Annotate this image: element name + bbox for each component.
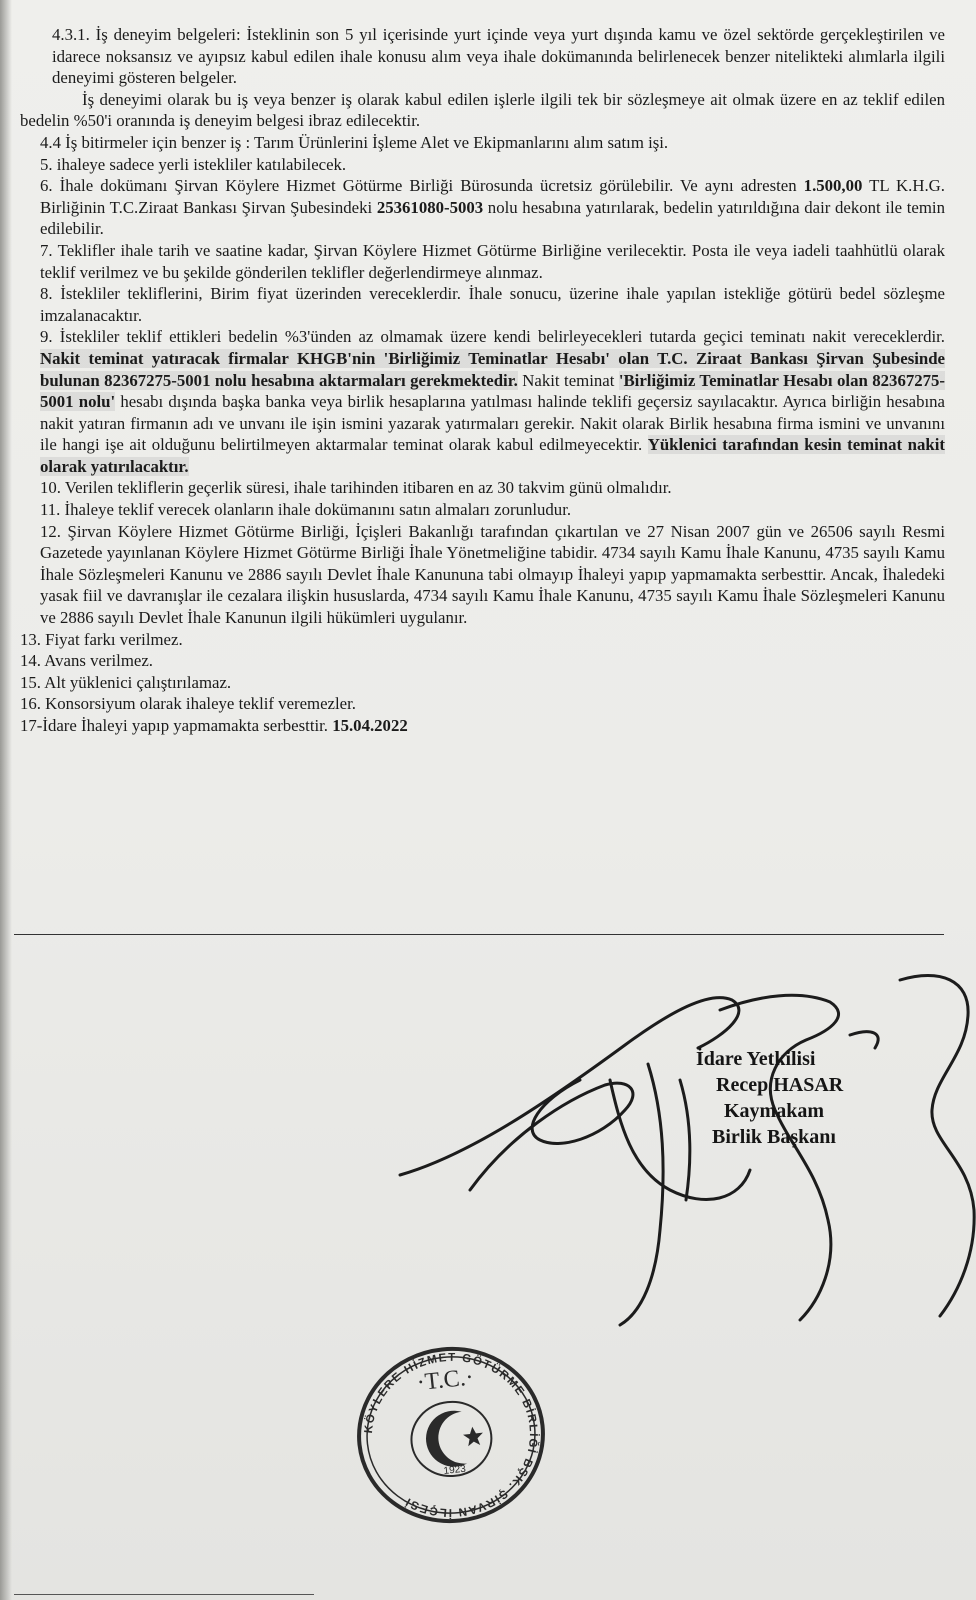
clause-bold-text: 'Birliğimiz Teminatlar Hesabı olan 82367275-5001 nolu' xyxy=(40,370,945,412)
official-stamp xyxy=(352,1343,550,1527)
clause-4-4 xyxy=(20,132,945,154)
document-body xyxy=(20,24,945,737)
signatory-title: İdare Yetkilisi xyxy=(696,1048,816,1070)
clause-text: 15. Alt yüklenici çalıştırılamaz. xyxy=(20,672,232,692)
stamp-top-text: T.C. xyxy=(423,1365,467,1396)
clause-11 xyxy=(20,499,945,521)
clause-text: 8. İstekliler tekliflerini, Birim fiyat üzerinden vereceklerdir. İhale sonucu, üzerine ihale yapılan istekliğe götürü bedel sözleşme imzalanacaktır. xyxy=(40,284,945,325)
clause-14 xyxy=(20,650,945,672)
clause-bold-text: Yüklenici tarafından kesin teminat nakit olarak yatırılacaktır. xyxy=(40,435,945,476)
svg-text:·T.C.·: ·T.C.· xyxy=(415,1364,475,1397)
clause-4-3-1-detail xyxy=(20,89,945,132)
clause-4-3-1 xyxy=(20,24,945,89)
clause-12 xyxy=(20,521,945,629)
clause-15 xyxy=(20,672,945,694)
clause-7 xyxy=(20,240,945,283)
clause-text: 11. İhaleye teklif verecek olanların ihale dokümanını satın almaları zorunludur. xyxy=(40,500,572,520)
signatory-role: Kaymakam xyxy=(724,1100,824,1122)
handwritten-signature xyxy=(380,960,976,1340)
clause-13 xyxy=(20,629,945,651)
stamp-year: 1923 xyxy=(443,1463,467,1477)
clause-text: nolu hesabına yatırılarak, bedelin yatırıldığına dair dekont ile temin edilebilir. xyxy=(40,197,945,239)
signature-block xyxy=(678,1046,898,1150)
clause-text: 13. Fiyat farkı verilmez. xyxy=(20,629,183,649)
clause-text: 16. Konsorsiyum olarak ihaleye teklif veremezler. xyxy=(20,694,356,714)
clause-text: 7. Teklifler ihale tarih ve saatine kadar, Şirvan Köylere Hizmet Götürme Birliğine verilecektir. Posta ile veya iadeli taahhütlü olarak teklif verilmez ve bu şekilde gönderilen teklifler değerlendirmeye alınmaz. xyxy=(40,240,945,282)
clause-text: 17-İdare İhaleyi yapıp yapmamakta serbesttir. xyxy=(20,716,333,735)
clause-17 xyxy=(20,715,945,737)
clause-8 xyxy=(20,283,945,326)
fee-amount: 1.500,00 xyxy=(803,176,863,196)
signatory-name: Recep HASAR xyxy=(716,1074,844,1096)
clause-text: 4.4 İş bitirmeler için benzer iş : Tarım Ürünlerini İşleme Alet ve Ekipmanlarını alım satım işi. xyxy=(40,132,669,152)
clause-16 xyxy=(20,693,945,715)
clause-text: Nakit teminat xyxy=(517,370,619,390)
clause-text: 14. Avans verilmez. xyxy=(20,651,153,671)
clause-text: 9. İstekliler teklif ettikleri bedelin %3'ünden az olmamak üzere kendi belirleyecekleri tutarda geçici teminatı nakit vereceklerdir. xyxy=(40,327,945,347)
clause-text: TL K.H.G. Birliğinin T.C.Ziraat Bankası Şirvan Şubesindeki xyxy=(40,176,945,217)
clause-text: 12. Şirvan Köylere Hizmet Götürme Birliği, İçişleri Bakanlığı tarafından çıkartılan ve 27 Nisan 2007 gün ve 26506 sayılı Resmi Gazetede yayınlanan Köylere Hizmet Götürme Birliği İhale Yönetmeliğine tabidir. 4734 sayılı Kamu İhale Kanunu, 4735 sayılı Kamu İhale Sözleşmeleri Kanunu ve 2886 sayılı Devlet İhale Kanununa tabi olmayıp İhaleyi yapıp yapmamakta serbesttir. xyxy=(40,521,945,584)
clause-text: İş deneyimi olarak bu iş veya benzer iş olarak kabul edilen işlerle ilgili tek bir sözleşmeye ait olmak üzere en az teklif edilen bedelin %50'i oranında iş deneyim belgesi ibraz edilecektir. xyxy=(20,89,945,131)
divider-line xyxy=(14,934,944,935)
bottom-line xyxy=(14,1594,314,1595)
account-number: 25361080-5003 xyxy=(376,197,484,217)
stamp-ring-text: KÖYLERE HİZMET GÖTÜRME BİRLİĞİ BŞK. ŞİRVAN İLÇESİ xyxy=(362,1351,540,1519)
clause-text: 5. ihaleye sadece yerli istekliler katılabilecek. xyxy=(40,154,347,174)
clause-text: 6. İhale dokümanı Şirvan Köylere Hizmet Götürme Birliği Bürosunda ücretsiz görülebilir. Ve aynı adresten xyxy=(40,176,797,196)
clause-10 xyxy=(20,477,945,499)
clause-text: Ancak, İhaledeki yasak fiil ve davranışlar ile cezalara ilişkin hususlarda, 4734 sayılı Kamu İhale Kanunu, 4735 sayılı Kamu İhale Sözleşmeleri Kanunu ve 2886 sayılı Devlet İhale Kanunun ilgili hükümleri uygulanır. xyxy=(40,564,945,628)
clause-text: 10. Verilen tekliflerin geçerlik süresi, ihale tarihinden itibaren en az 30 takvim günü olmalıdır. xyxy=(40,478,672,498)
document-date: 15.04.2022 xyxy=(332,716,408,735)
clause-text: hesabı dışında başka banka veya birlik hesaplarına yatılması halinde teklifi geçersiz sayılacaktır. Ayrıca birliğin hesabına nakit yatıran firmanın adı ve unvanı ile işin ismini yazarak yatırmaları gerekir. Nakit olarak Birlik hesabına firma ismini ve unvanını ile hangi işe ait olduğunu belirtilmeyen aktarmalar teminat olarak kabul edilmeyecektir. xyxy=(40,392,945,455)
clause-9 xyxy=(20,326,945,477)
signatory-role: Birlik Başkanı xyxy=(712,1126,836,1148)
clause-5 xyxy=(20,154,945,176)
clause-6 xyxy=(20,175,945,240)
clause-text: 4.3.1. İş deneyim belgeleri: İsteklinin son 5 yıl içerisinde yurt içinde veya yurt dışında kamu ve özel sektörde gerçekleştirilen ve idarece noksansız ve ayıpsız kabul edilen ihale konusu alım veya ihale dokümanında belirlenecek benzer nitelikteki alımlarla ilgili deneyimi gösteren belgeler. xyxy=(52,25,945,88)
clause-bold-text: Nakit teminat yatıracak firmalar KHGB'nin 'Birliğimiz Teminatlar Hesabı' olan T.C. Ziraat Bankası Şirvan Şubesinde bulunan 82367275-5001 nolu hesabına aktarmaları gerekmektedir. xyxy=(40,348,945,390)
